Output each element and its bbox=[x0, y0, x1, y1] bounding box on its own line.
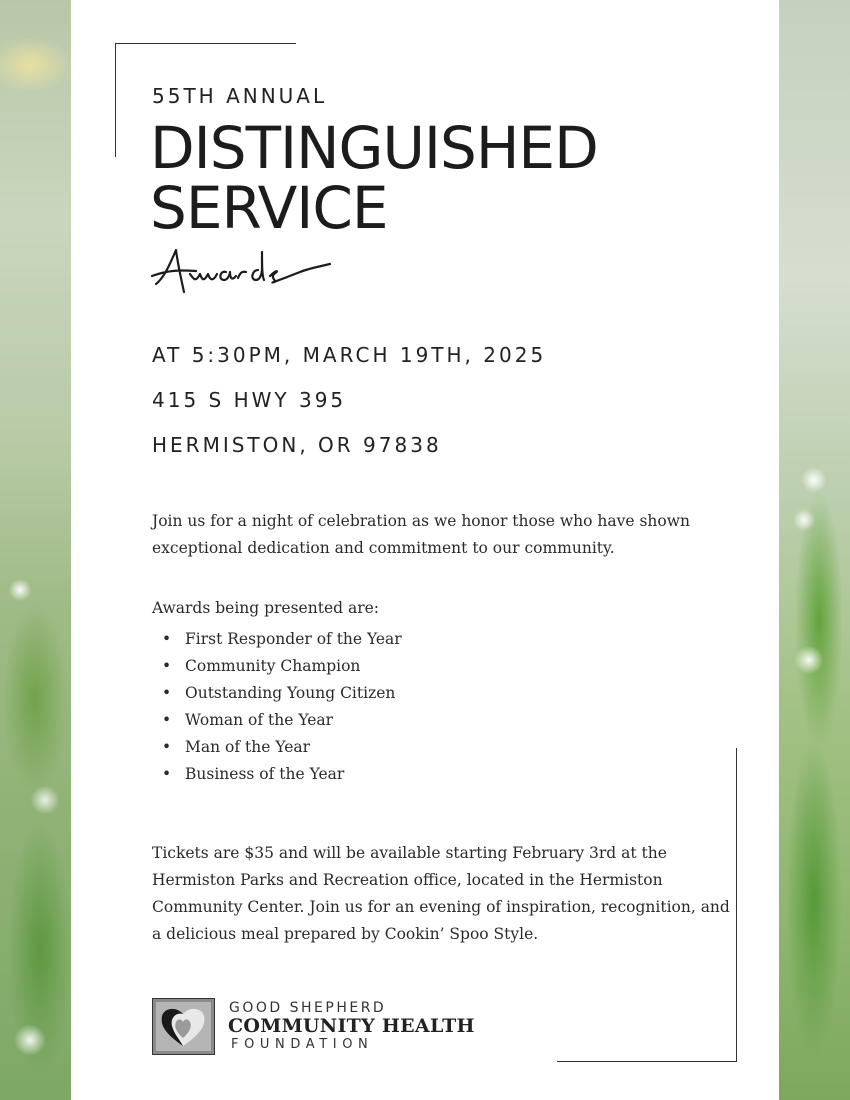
awards-list bbox=[162, 626, 402, 788]
event-datetime: AT 5:30PM, MARCH 19TH, 2025 bbox=[152, 343, 547, 367]
event-kicker: 55TH ANNUAL bbox=[152, 84, 328, 108]
frame-corner-bottom-right-vertical bbox=[736, 748, 737, 1062]
list-item: • Business of the Year bbox=[162, 761, 402, 788]
logo-line-2: COMMUNITY HEALTH bbox=[228, 1015, 475, 1037]
heart-logo-icon bbox=[152, 998, 215, 1055]
list-item: • Woman of the Year bbox=[162, 707, 402, 734]
event-title bbox=[150, 114, 598, 242]
list-item: • First Responder of the Year bbox=[162, 626, 402, 653]
event-city: HERMISTON, OR 97838 bbox=[152, 433, 442, 457]
event-address: 415 S HWY 395 bbox=[152, 388, 347, 412]
logo-line-1: GOOD SHEPHERD bbox=[229, 1000, 387, 1016]
awards-script-word bbox=[150, 240, 340, 302]
list-item: • Community Champion bbox=[162, 653, 402, 680]
title-line-1: DISTINGUISHED bbox=[150, 114, 598, 182]
tickets-paragraph: Tickets are $35 and will be available starting February 3rd at the Hermiston Parks and Recreation office, located in the Hermiston Community Center. Join us for an evening of inspiration, recognition, and a delicious meal prepared by Cookin’ Spoo Style. bbox=[152, 844, 730, 943]
title-line-2: SERVICE bbox=[150, 174, 388, 242]
list-item: • Outstanding Young Citizen bbox=[162, 680, 402, 707]
awards-heading: Awards being presented are: bbox=[152, 599, 380, 617]
frame-corner-top-left-vertical bbox=[115, 43, 116, 157]
foundation-logo bbox=[152, 998, 492, 1058]
frame-corner-top-left bbox=[115, 43, 296, 44]
list-item: • Man of the Year bbox=[162, 734, 402, 761]
floral-background-left bbox=[0, 0, 71, 1100]
frame-corner-bottom-right bbox=[557, 1061, 737, 1062]
intro-paragraph: Join us for a night of celebration as we honor those who have shown exceptional dedication and commitment to our community. bbox=[152, 512, 690, 557]
logo-line-3: FOUNDATION bbox=[231, 1037, 374, 1052]
floral-background-right bbox=[779, 0, 850, 1100]
